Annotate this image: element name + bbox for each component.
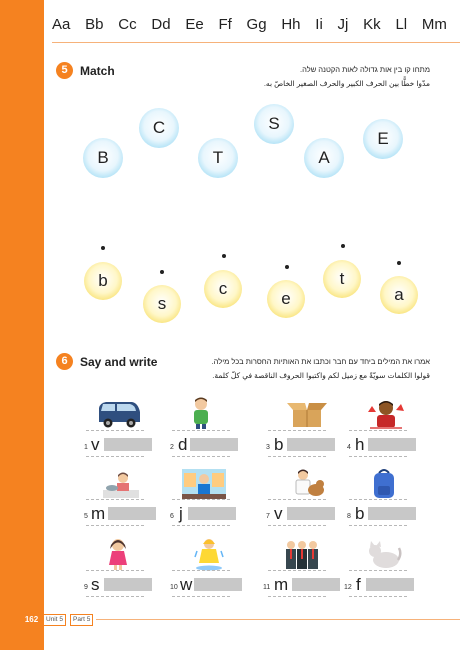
answer-blank[interactable] — [108, 507, 156, 520]
page-number: 162 — [22, 613, 41, 626]
match-dot[interactable] — [341, 244, 345, 248]
item-first-letter: v — [274, 504, 283, 523]
guide-line — [349, 596, 407, 597]
instruction-arabic: قولوا الكلمات سويّةً مع زميل لكم واكتبوا الحروف الناقصة في كلّ كلمة. — [212, 371, 430, 380]
item-first-letter: b — [274, 435, 284, 454]
alphabet-letter: Gg — [246, 16, 267, 33]
item-number: 4 — [347, 444, 351, 451]
alphabet-letter: Dd — [151, 16, 171, 33]
guide-line — [268, 570, 326, 571]
uppercase-bubble[interactable]: S — [254, 104, 294, 144]
item-number: 6 — [170, 513, 174, 520]
item-number: 7 — [266, 513, 270, 520]
section-title: Say and write — [80, 355, 158, 369]
match-dot[interactable] — [101, 246, 105, 250]
alphabet-letter: Aa — [52, 16, 71, 33]
section-title: Match — [80, 64, 115, 78]
lowercase-bubble[interactable]: b — [84, 262, 122, 300]
alphabet-letter: Cc — [118, 16, 137, 33]
uppercase-bubble[interactable]: T — [198, 138, 238, 178]
lowercase-bubble[interactable]: a — [380, 276, 418, 314]
guide-line — [86, 456, 144, 457]
alphabet-divider — [52, 42, 460, 43]
uppercase-bubble[interactable]: C — [139, 108, 179, 148]
guide-line — [86, 499, 144, 500]
guide-line — [268, 430, 326, 431]
lowercase-bubble[interactable]: e — [267, 280, 305, 318]
item-first-letter: h — [355, 435, 365, 454]
alphabet-letter: Bb — [85, 16, 104, 33]
part-tag: Part 5 — [70, 614, 93, 626]
uppercase-bubble[interactable]: B — [83, 138, 123, 178]
footer-divider — [96, 619, 460, 620]
item-number: 8 — [347, 513, 351, 520]
item-first-letter: b — [355, 504, 365, 523]
item-first-letter: j — [179, 504, 183, 523]
guide-line — [349, 525, 407, 526]
item-number: 10 — [170, 584, 178, 591]
alphabet-letter: Kk — [363, 16, 381, 33]
alphabet-letter: Mm — [421, 16, 447, 33]
item-number: 1 — [84, 444, 88, 451]
answer-blank[interactable] — [104, 438, 152, 451]
guide-line — [268, 456, 326, 457]
unit-tag: Unit 5 — [43, 614, 66, 626]
item-number: 2 — [170, 444, 174, 451]
answer-blank[interactable] — [292, 578, 340, 591]
item-first-letter: s — [91, 575, 100, 594]
orange-sidebar — [0, 0, 44, 650]
guide-line — [268, 525, 326, 526]
guide-line — [86, 570, 144, 571]
alphabet-letter: Ff — [218, 16, 232, 33]
item-first-letter: d — [178, 435, 188, 454]
uppercase-bubble[interactable]: A — [304, 138, 344, 178]
item-first-letter: w — [180, 575, 193, 594]
guide-line — [349, 570, 407, 571]
item-number: 12 — [344, 584, 352, 591]
answer-blank[interactable] — [188, 507, 236, 520]
alphabet-letter: Ll — [395, 16, 408, 33]
answer-blank[interactable] — [368, 438, 416, 451]
item-number: 9 — [84, 584, 88, 591]
item-number: 11 — [263, 584, 271, 591]
answer-blank[interactable] — [287, 438, 335, 451]
guide-line — [268, 499, 326, 500]
guide-line — [349, 430, 407, 431]
match-dot[interactable] — [160, 270, 164, 274]
lowercase-bubble[interactable]: c — [204, 270, 242, 308]
alphabet-letter: Jj — [337, 16, 349, 33]
guide-line — [172, 570, 230, 571]
answer-blank[interactable] — [190, 438, 238, 451]
guide-line — [172, 596, 230, 597]
instruction-hebrew: אמרו את המילים ביחד עם חבר וכתבו את האותיות החסרות בכל מילה. — [211, 357, 430, 366]
guide-line — [349, 456, 407, 457]
answer-blank[interactable] — [104, 578, 152, 591]
guide-line — [172, 456, 230, 457]
box-icon — [285, 400, 329, 433]
mom-cooking-icon — [103, 472, 139, 505]
guide-line — [172, 525, 230, 526]
item-number: 5 — [84, 513, 88, 520]
instruction-arabic: مدّوا خطًّا بين الحرف الكبير والحرف الصغير الخاصّ به. — [263, 79, 430, 88]
match-dot[interactable] — [222, 254, 226, 258]
guide-line — [172, 499, 230, 500]
match-dot[interactable] — [285, 265, 289, 269]
item-number: 3 — [266, 444, 270, 451]
match-dot[interactable] — [397, 261, 401, 265]
item-first-letter: m — [91, 504, 106, 523]
answer-blank[interactable] — [287, 507, 335, 520]
alphabet-row — [52, 16, 447, 33]
lowercase-bubble[interactable]: s — [143, 285, 181, 323]
answer-blank[interactable] — [368, 507, 416, 520]
lowercase-bubble[interactable]: t — [323, 260, 361, 298]
guide-line — [268, 596, 326, 597]
item-first-letter: f — [356, 575, 361, 594]
guide-line — [349, 499, 407, 500]
guide-line — [86, 430, 144, 431]
answer-blank[interactable] — [366, 578, 414, 591]
alphabet-letter: Ii — [315, 16, 323, 33]
section-number: 5 — [56, 62, 73, 79]
item-first-letter: m — [274, 575, 289, 594]
guide-line — [172, 430, 230, 431]
section-number: 6 — [56, 353, 73, 370]
alphabet-letter: Ee — [185, 16, 204, 33]
instruction-hebrew: מתחו קו בין אות גדולה לאות הקטנה שלה. — [300, 65, 430, 74]
item-first-letter: v — [91, 435, 100, 454]
answer-blank[interactable] — [194, 578, 242, 591]
van-icon — [97, 398, 141, 433]
guide-line — [86, 596, 144, 597]
alphabet-letter: Hh — [281, 16, 301, 33]
uppercase-bubble[interactable]: E — [363, 119, 403, 159]
guide-line — [86, 525, 144, 526]
